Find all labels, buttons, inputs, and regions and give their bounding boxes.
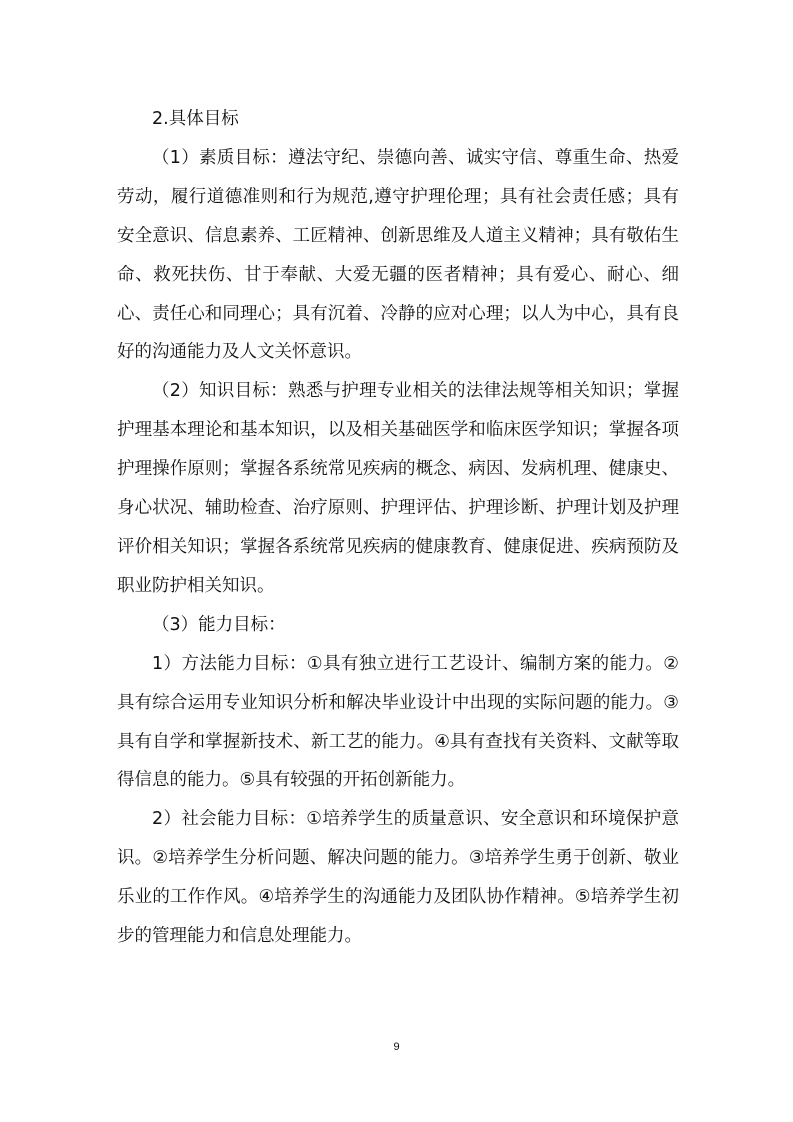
paragraph-ability-goals-heading: （3）能力目标：: [152, 614, 286, 635]
paragraph-quality-goals: （1）素质目标：遵法守纪、崇德向善、诚实守信、尊重生命、热爱劳动，履行道德准则和行为规范,遵守护理伦理；具有社会责任感；具有安全意识、信息素养、工匠精神、创新思维及人道主义精神；具有敬佑生命、救死扶伤、甘于奉献、大爱无疆的医者精神；具有爱心、耐心、细心、责任心和同理心；具有沉着、冷静的应对心理；以人为中心，具有良好的沟通能力及人文关怀意识。: [117, 147, 679, 363]
page-number: 9: [393, 1041, 400, 1053]
paragraph-social-ability-goals: 2）社会能力目标：①培养学生的质量意识、安全意识和环境保护意识。②培养学生分析问题、解决问题的能力。③培养学生勇于创新、敬业乐业的工作作风。④培养学生的沟通能力及团队协作精神。⑤培养学生初步的管理能力和信息处理能力。: [117, 809, 679, 947]
section-heading: 2.具体目标: [152, 109, 239, 129]
paragraph-knowledge-goals: （2）知识目标：熟悉与护理专业相关的法律法规等相关知识；掌握护理基本理论和基本知识，以及相关基础医学和临床医学知识；掌握各项护理操作原则；掌握各系统常见疾病的概念、病因、发病机理、健康史、身心状况、辅助检查、治疗原则、护理评估、护理诊断、护理计划及护理评价相关知识；掌握各系统常见疾病的健康教育、健康促进、疾病预防及职业防护相关知识。: [117, 381, 679, 596]
body-text: [117, 100, 679, 956]
paragraph-method-ability-goals: 1）方法能力目标：①具有独立进行工艺设计、编制方案的能力。②具有综合运用专业知识分析和解决毕业设计中出现的实际问题的能力。③具有自学和掌握新技术、新工艺的能力。④具有查找有关资料、文献等取得信息的能力。⑤具有较强的开拓创新能力。: [117, 653, 679, 791]
